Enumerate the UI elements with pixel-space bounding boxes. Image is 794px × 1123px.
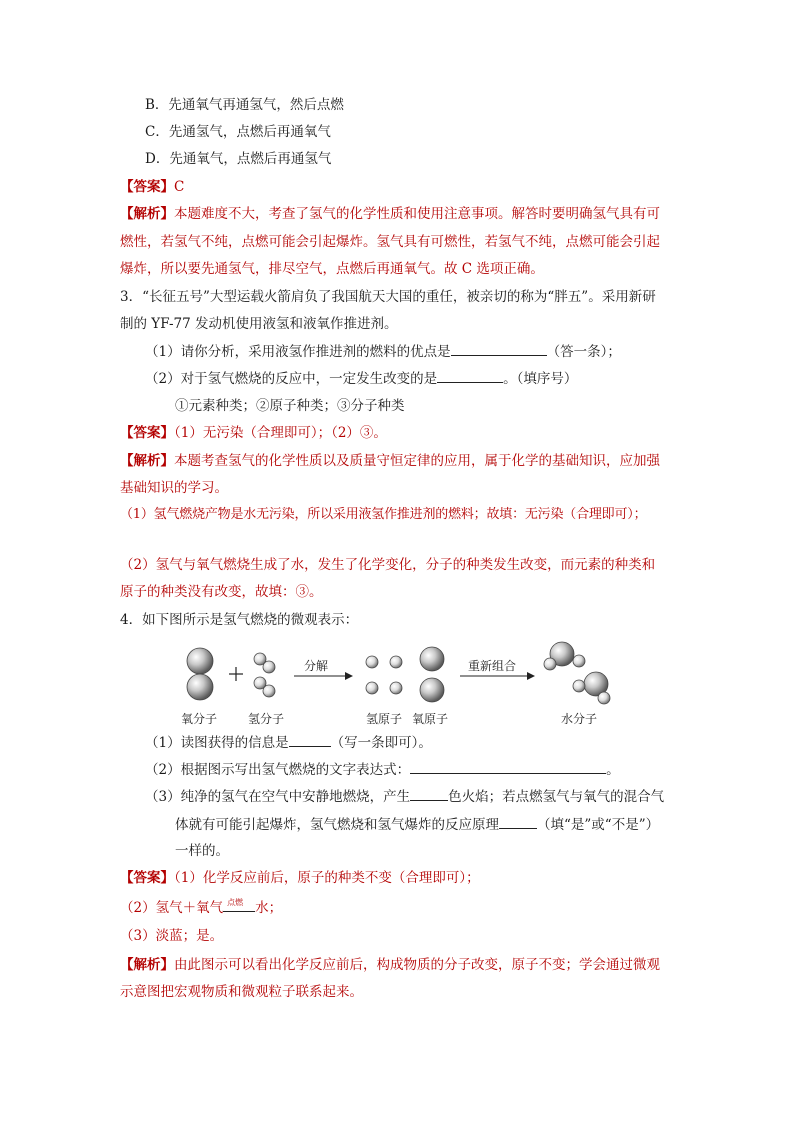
q3-answer [120,423,387,443]
label-oxygen-atom: 氧原子 [412,712,449,726]
option-b: B．先通氧气再通氢气，然后点燃 [145,97,344,113]
q4-answer-line-1 [120,868,480,888]
answer-tag: 【答案】 [120,179,174,195]
q3-analysis-line-3: （1）氢气燃烧产物是水无污染，所以采用液氢作推进剂的燃料；故填：无污染（合理即可）； [120,507,647,522]
q3-analysis-line-5: 原子的种类没有改变，故填：③。 [120,584,323,600]
q3-analysis-line-2: 基础知识的学习。 [120,480,228,496]
analysis-tag: 【解析】 [120,957,174,973]
q4-analysis-line-1 [120,955,660,975]
q3-sub1 [145,341,621,362]
q4-sub3-line-3: 一样的。 [175,843,229,859]
answer-blank[interactable] [451,341,547,356]
q4-sub2 [145,759,620,780]
q3-sub2-hint: 。（填序号） [503,371,578,387]
q4-sub3-text-cont: 色火焰；若点燃氢气与氧气的混合气 [448,789,665,805]
answer-blank[interactable] [410,786,448,801]
hydrogen-molecule [254,677,275,697]
answer-text: （1）无污染（合理即可）；（2）③。 [174,425,387,441]
option-c: C．先通氢气，点燃后再通氧气 [145,124,331,140]
q3-sub1-text: （1）请你分析，采用液氢作推进剂的燃料的优点是 [145,344,451,360]
q3-analysis-line-4: （2）氢气与氧气燃烧生成了水，发生了化学变化，分子的种类发生改变，而元素的种类和 [120,557,656,573]
water-molecule [573,672,610,704]
analysis-text: 本题难度不大，考查了氢气的化学性质和使用注意事项。解答时要明确氢气具有可 [174,206,660,222]
analysis-tag: 【解析】 [120,206,174,222]
analysis-text: 由此图示可以看出化学反应前后，构成物质的分子改变，原子不变；学会通过微观 [174,957,660,973]
answer-blank[interactable] [410,759,606,774]
q4-sub1-text: （1）读图获得的信息是 [145,735,289,751]
q2-analysis-line-2: 燃性，若氢气不纯，点燃可能会引起爆炸。氢气具有可燃性，若氢气不纯，点燃可能会引起 [120,234,660,250]
answer-tag: 【答案】 [120,870,174,886]
option-d: D．先通氧气，点燃后再通氢气 [145,151,332,167]
q3-analysis-line-1 [120,451,660,471]
q2-analysis-line-1 [120,204,660,224]
q4-sub2-hint: 。 [606,762,620,778]
condition-label: 点燃 [227,898,244,907]
oxygen-atoms [420,647,444,702]
label-water-molecule: 水分子 [561,712,598,726]
arrow-label-decompose: 分解 [304,659,329,673]
hydrogen-atoms [366,656,402,694]
q4-stem: 4．如下图所示是氢气燃烧的微观表示： [120,612,359,628]
q4-sub1-hint: （写一条即可）。 [330,735,432,751]
reaction-condition [223,899,255,912]
q4-sub3-hint: （填“是”或“不是”） [537,817,660,833]
word-equation-reactants: （2）氢气＋氧气 [120,900,224,916]
plus-icon [229,667,243,681]
q4-sub1 [145,732,432,753]
q3-sub1-hint: （答一条）； [546,344,621,360]
answer-text: （1）化学反应前后，原子的种类不变（合理即可）； [174,870,480,886]
hydrogen-combustion-diagram [176,640,626,730]
analysis-text: 本题考查氢气的化学性质以及质量守恒定律的应用，属于化学的基础知识，应加强 [174,453,660,469]
q4-sub3-line-1 [145,786,664,807]
answer-blank[interactable] [289,732,331,747]
q4-sub3-text: 体就有可能引起爆炸，氢气燃烧和氢气爆炸的反应原理 [175,817,499,833]
q3-choices: ①元素种类；②原子种类；③分子种类 [175,398,405,414]
q3-stem-line-1: 3．“长征五号”大型运载火箭肩负了我国航天大国的重任，被亲切的称为“胖五”。采用新研 [120,289,656,305]
q4-sub2-text: （2）根据图示写出氢气燃烧的文字表达式： [145,762,411,778]
label-hydrogen-molecule: 氢分子 [248,712,285,726]
analysis-tag: 【解析】 [120,453,174,469]
q3-sub2 [145,368,577,389]
q4-sub3-text: （3）纯净的氢气在空气中安静地燃烧，产生 [145,789,411,805]
oxygen-molecule [187,648,213,700]
answer-blank[interactable] [437,368,503,383]
hydrogen-molecule [254,653,275,673]
q2-answer [120,177,184,197]
q2-analysis-line-3: 爆炸，所以要先通氢气，排尽空气，点燃后再通氧气。故 C 选项正确。 [120,261,544,277]
q4-analysis-line-2: 示意图把宏观物质和微观粒子联系起来。 [120,984,363,1000]
arrow-label-recombine: 重新组合 [468,659,517,673]
q4-sub3-line-2 [175,814,659,835]
word-equation-product: 水； [255,900,283,916]
answer-tag: 【答案】 [120,425,174,441]
label-hydrogen-atom: 氢原子 [366,712,403,726]
q4-answer-line-3: （3）淡蓝；是。 [120,928,224,944]
q4-answer-line-2 [120,898,282,918]
q3-sub2-text: （2）对于氢气燃烧的反应中，一定发生改变的是 [145,371,438,387]
q3-stem-line-2: 制的 YF-77 发动机使用液氢和液氧作推进剂。 [120,316,398,332]
water-molecule [544,642,585,670]
answer-text: C [174,179,185,195]
label-oxygen-molecule: 氧分子 [181,712,218,726]
answer-blank[interactable] [499,814,537,829]
